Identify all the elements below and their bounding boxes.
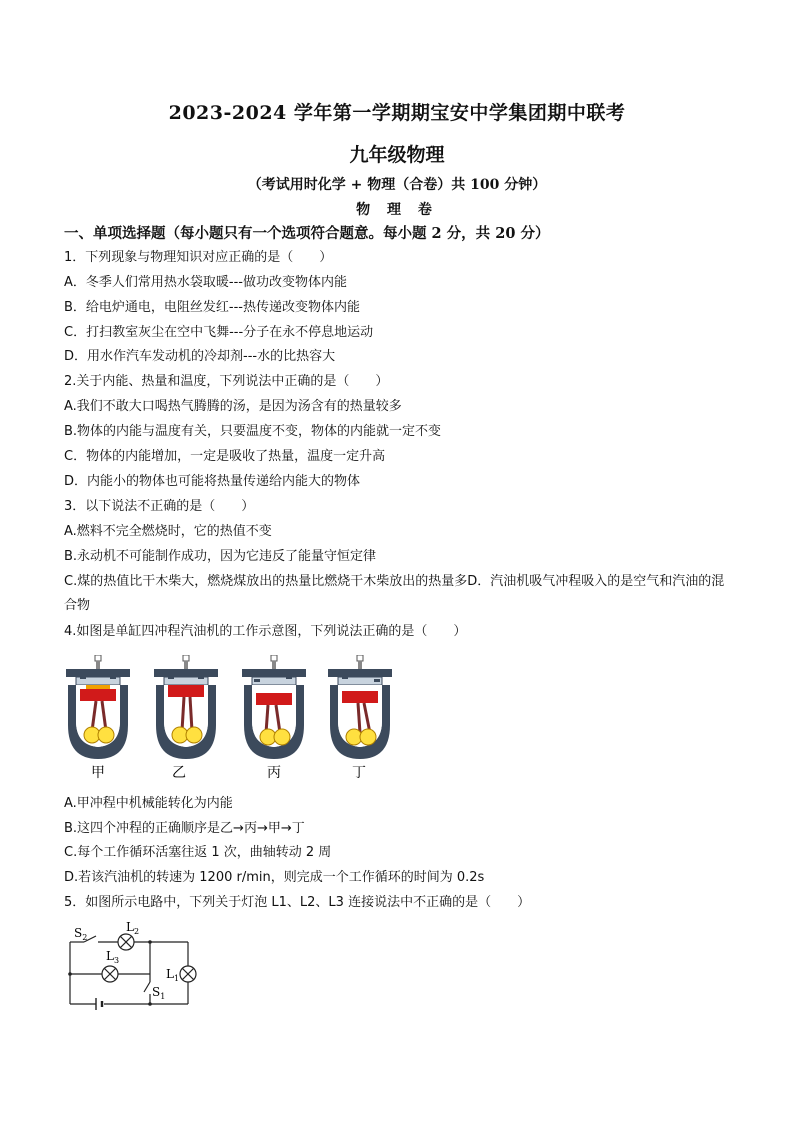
lamp-l1-sub: 1 — [173, 974, 180, 983]
q1-option-d: D．用水作汽车发动机的冷却剂---水的比热容大 — [64, 349, 336, 364]
section-heading: 一、单项选择题（每小题只有一个选项符合题意。每小题 2 分，共 20 分） — [64, 225, 550, 242]
q4-stem: 4.如图是单缸四冲程汽油机的工作示意图，下列说法正确的是（ ） — [64, 624, 467, 639]
svg-text:S1 — [152, 985, 165, 1001]
q4-option-a: A.甲冲程中机械能转化为内能 — [64, 796, 233, 811]
lamp-l2-label: L — [126, 922, 134, 934]
circuit-diagram — [64, 922, 214, 1018]
lamp-l2-sub: 2 — [133, 927, 140, 936]
engine-jia — [66, 655, 130, 759]
q5-stem: 5．如图所示电路中，下列关于灯泡 L1、L2、L3 连接说法中不正确的是（ ） — [64, 895, 531, 910]
switch-s1-sub: 1 — [160, 992, 166, 1001]
paper-name: 物 理 卷 — [356, 202, 438, 218]
switch-s1-label: S — [152, 985, 161, 999]
engine-label-jia: 甲 — [91, 765, 105, 781]
engine-label-yi: 乙 — [172, 765, 186, 781]
q4-option-b: B.这四个冲程的正确顺序是乙→丙→甲→丁 — [64, 821, 305, 836]
exam-note: （考试用时化学 + 物理（合卷）共 100 分钟） — [247, 177, 547, 193]
svg-text:L1 — [166, 967, 179, 983]
q3-option-cd: C.煤的热值比干木柴大，燃烧煤放出的热量比燃烧干木柴放出的热量多D．汽油机吸气冲程吸入的是空气和汽油的混合物 — [64, 574, 725, 613]
q2-option-c: C．物体的内能增加，一定是吸收了热量，温度一定升高 — [64, 449, 386, 464]
engine-label-ding: 丁 — [352, 765, 366, 781]
q3-stem: 3．以下说法不正确的是（ ） — [64, 499, 255, 514]
q1-option-a: A．冬季人们常用热水袋取暖---做功改变物体内能 — [64, 275, 347, 290]
switch-s2-sub: 2 — [82, 933, 88, 942]
q3-option-a: A.燃料不完全燃烧时，它的热值不变 — [64, 524, 272, 539]
q4-option-c: C.每个工作循环活塞往返 1 次，曲轴转动 2 周 — [64, 845, 332, 860]
q2-option-d: D．内能小的物体也可能将热量传递给内能大的物体 — [64, 474, 361, 489]
q1-option-b: B．给电炉通电，电阻丝发红---热传递改变物体内能 — [64, 300, 360, 315]
q3-option-b: B.永动机不可能制作成功，因为它违反了能量守恒定律 — [64, 549, 377, 564]
q1-stem: 1．下列现象与物理知识对应正确的是（ ） — [64, 250, 333, 265]
switch-s2-label: S — [74, 926, 83, 940]
q2-option-a: A.我们不敢大口喝热气腾腾的汤，是因为汤含有的热量较多 — [64, 399, 402, 414]
engine-stroke-diagram — [62, 655, 402, 783]
svg-text:L3 — [106, 949, 119, 965]
exam-subtitle: 九年级物理 — [349, 144, 445, 166]
svg-text:L2 — [126, 922, 139, 936]
lamp-l1-label: L — [166, 967, 174, 981]
q2-option-b: B.物体的内能与温度有关，只要温度不变，物体的内能就一定不变 — [64, 424, 442, 439]
q2-stem: 2.关于内能、热量和温度，下列说法中正确的是（ ） — [64, 374, 389, 389]
lamp-l3-label: L — [106, 949, 114, 963]
exam-title: 2023-2024 学年第一学期期宝安中学集团期中联考 — [168, 102, 626, 124]
lamp-l3-sub: 3 — [113, 956, 120, 965]
engine-bing — [242, 655, 306, 759]
q1-option-c: C．打扫教室灰尘在空中飞舞---分子在永不停息地运动 — [64, 325, 374, 340]
engine-ding — [328, 655, 392, 759]
svg-text:S2 — [74, 926, 87, 942]
q4-option-d: D.若该汽油机的转速为 1200 r/min，则完成一个工作循环的时间为 0.2s — [64, 870, 485, 885]
engine-label-bing: 丙 — [267, 765, 281, 781]
engine-yi — [154, 655, 218, 759]
